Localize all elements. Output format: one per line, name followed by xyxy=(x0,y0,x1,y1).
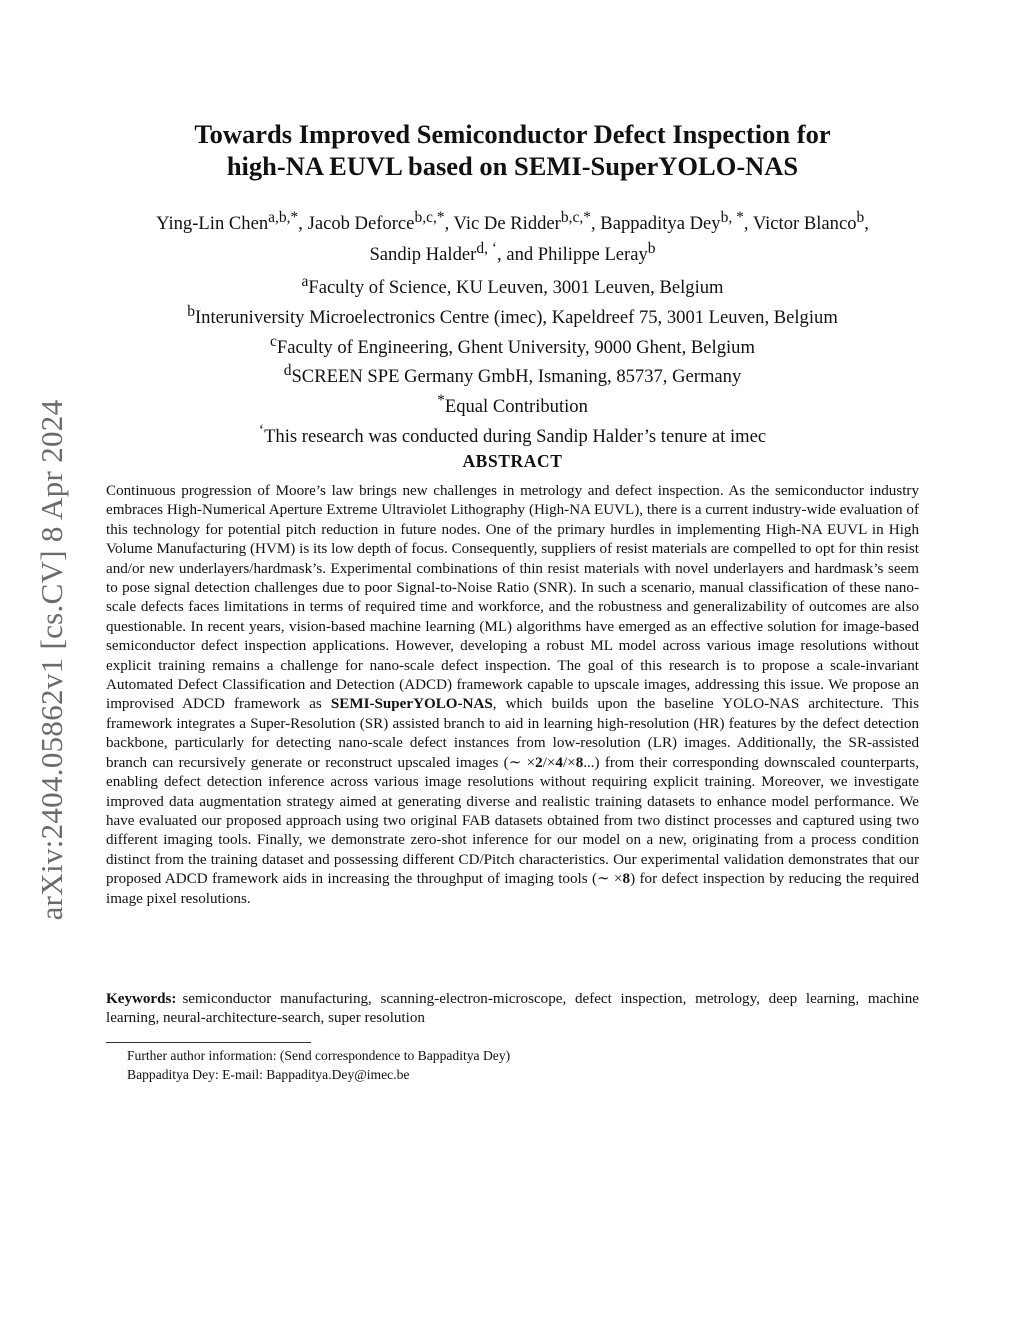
footnote-line: Bappaditya Dey: E-mail: Bappaditya.Dey@imec.be xyxy=(127,1067,410,1082)
keywords-label: Keywords: xyxy=(106,991,177,1007)
footnote-line: Further author information: (Send correspondence to Bappaditya Dey) xyxy=(127,1048,511,1063)
arxiv-sidebar xyxy=(22,360,82,960)
title-line: Towards Improved Semiconductor Defect Inspection for xyxy=(194,119,831,149)
affiliation-line: ‘This research was conducted during Sandip Halder’s tenure at imec xyxy=(258,421,767,448)
affiliation-line: $^a$Faculty of Science, KU Leuven, 3001 Leuven, Belgium xyxy=(301,273,724,299)
author-line: Sandip Halder$^{d, ‘}$, and Philippe Leray$^b$ xyxy=(369,240,656,266)
affiliation-line: *Equal Contribution xyxy=(437,392,588,418)
footnote xyxy=(127,1046,827,1084)
abstract-heading: ABSTRACT xyxy=(462,451,563,471)
keywords-text: semiconductor manufacturing, scanning-electron-microscope, defect inspection, metrology, deep learning, machine learning, neural-architecture-search, super resolution xyxy=(106,991,919,1027)
affiliation-line: $^c$Faculty of Engineering, Ghent University, 9000 Ghent, Belgium xyxy=(270,332,755,358)
arxiv-identifier: arXiv:2404.05862v1 [cs.CV] 8 Apr 2024 xyxy=(34,399,69,921)
footnote-divider xyxy=(106,1042,311,1043)
keywords xyxy=(106,990,919,1029)
abstract-body: Continuous progression of Moore’s law brings new challenges in metrology and defect inspection. As the semiconductor industry embraces High-Numerical Aperture Extreme Ultraviolet Lithography (High-NA EUVL), there is a current industry-wide evaluation of this technology for potential pitch reduction in future nodes. One of the primary hurdles in implementing High-NA EUVL in High Volume Manufacturing (HVM) is its low depth of focus. Consequently, suppliers of resist materials are compelled to opt for thin resist and/or new underlayers/hardmask’s. Experimental combinations of thin resist materials with novel underlayers and hardmask’s seem to pose signal detection challenges due to poor Signal-to-Noise Ratio (SNR). In such a scenario, manual classification of these nano-scale defects faces limitations in terms of required time and workforce, and the robustness and generalizability of outcomes are also questionable. In recent years, vision-based machine learning (ML) algorithms have emerged as an effective solution for image-based semiconductor defect inspection applications. However, developing a robust ML model across various image resolutions without explicit training remains a challenge for nano-scale defect inspection. The goal of this research is to propose a scale-invariant Automated Defect Classification and Detection (ADCD) framework capable to upscale images, addressing this issue. We propose an improvised ADCD framework as SEMI-SuperYOLO-NAS, which builds upon the baseline YOLO-NAS architecture. This framework integrates a Super-Resolution (SR) assisted branch to aid in learning high-resolution (HR) features by the defect detection backbone, particularly for detecting nano-scale defect instances from low-resolution (LR) images. Additionally, the SR-assisted branch can recursively generate or reconstruct upscaled images (∼ ×2/×4/×8...) from their corresponding downscaled counterparts, enabling defect detection inference across various image resolutions without requiring explicit training. Moreover, we investigate improved data augmentation strategy aimed at generating diverse and realistic training datasets to enhance model performance. We have evaluated our proposed approach using two original FAB datasets obtained from two distinct processes and captured using two different imaging tools. Finally, we demonstrate zero-shot inference for our model on a new, originating from a process condition distinct from the training dataset and possessing different CD/Pitch characteristics. Our experimental validation demonstrates that our proposed ADCD framework aids in increasing the throughput of imaging tools (∼ ×8) for defect inspection by reducing the required image pixel resolutions. xyxy=(106,483,919,907)
affiliation-line: $^b$Interuniversity Microelectronics Centre (imec), Kapeldreef 75, 3001 Leuven, Belgium xyxy=(187,302,838,328)
affiliation-list xyxy=(105,270,920,449)
title-line: high-NA EUVL based on SEMI-SuperYOLO-NAS xyxy=(226,151,799,181)
author-list xyxy=(105,205,920,267)
paper-title xyxy=(105,118,920,182)
author-line: Ying-Lin Chen$^{a,b,*}$, Jacob Deforce$^{b,c,*}$, Vic De Ridder$^{b,c,*}$, Bappaditya Dey$^{b, *}$, Victor Blanco$^b$, xyxy=(156,209,869,235)
affiliation-line: $^d$SCREEN SPE Germany GmbH, Ismaning, 85737, Germany xyxy=(283,362,742,388)
